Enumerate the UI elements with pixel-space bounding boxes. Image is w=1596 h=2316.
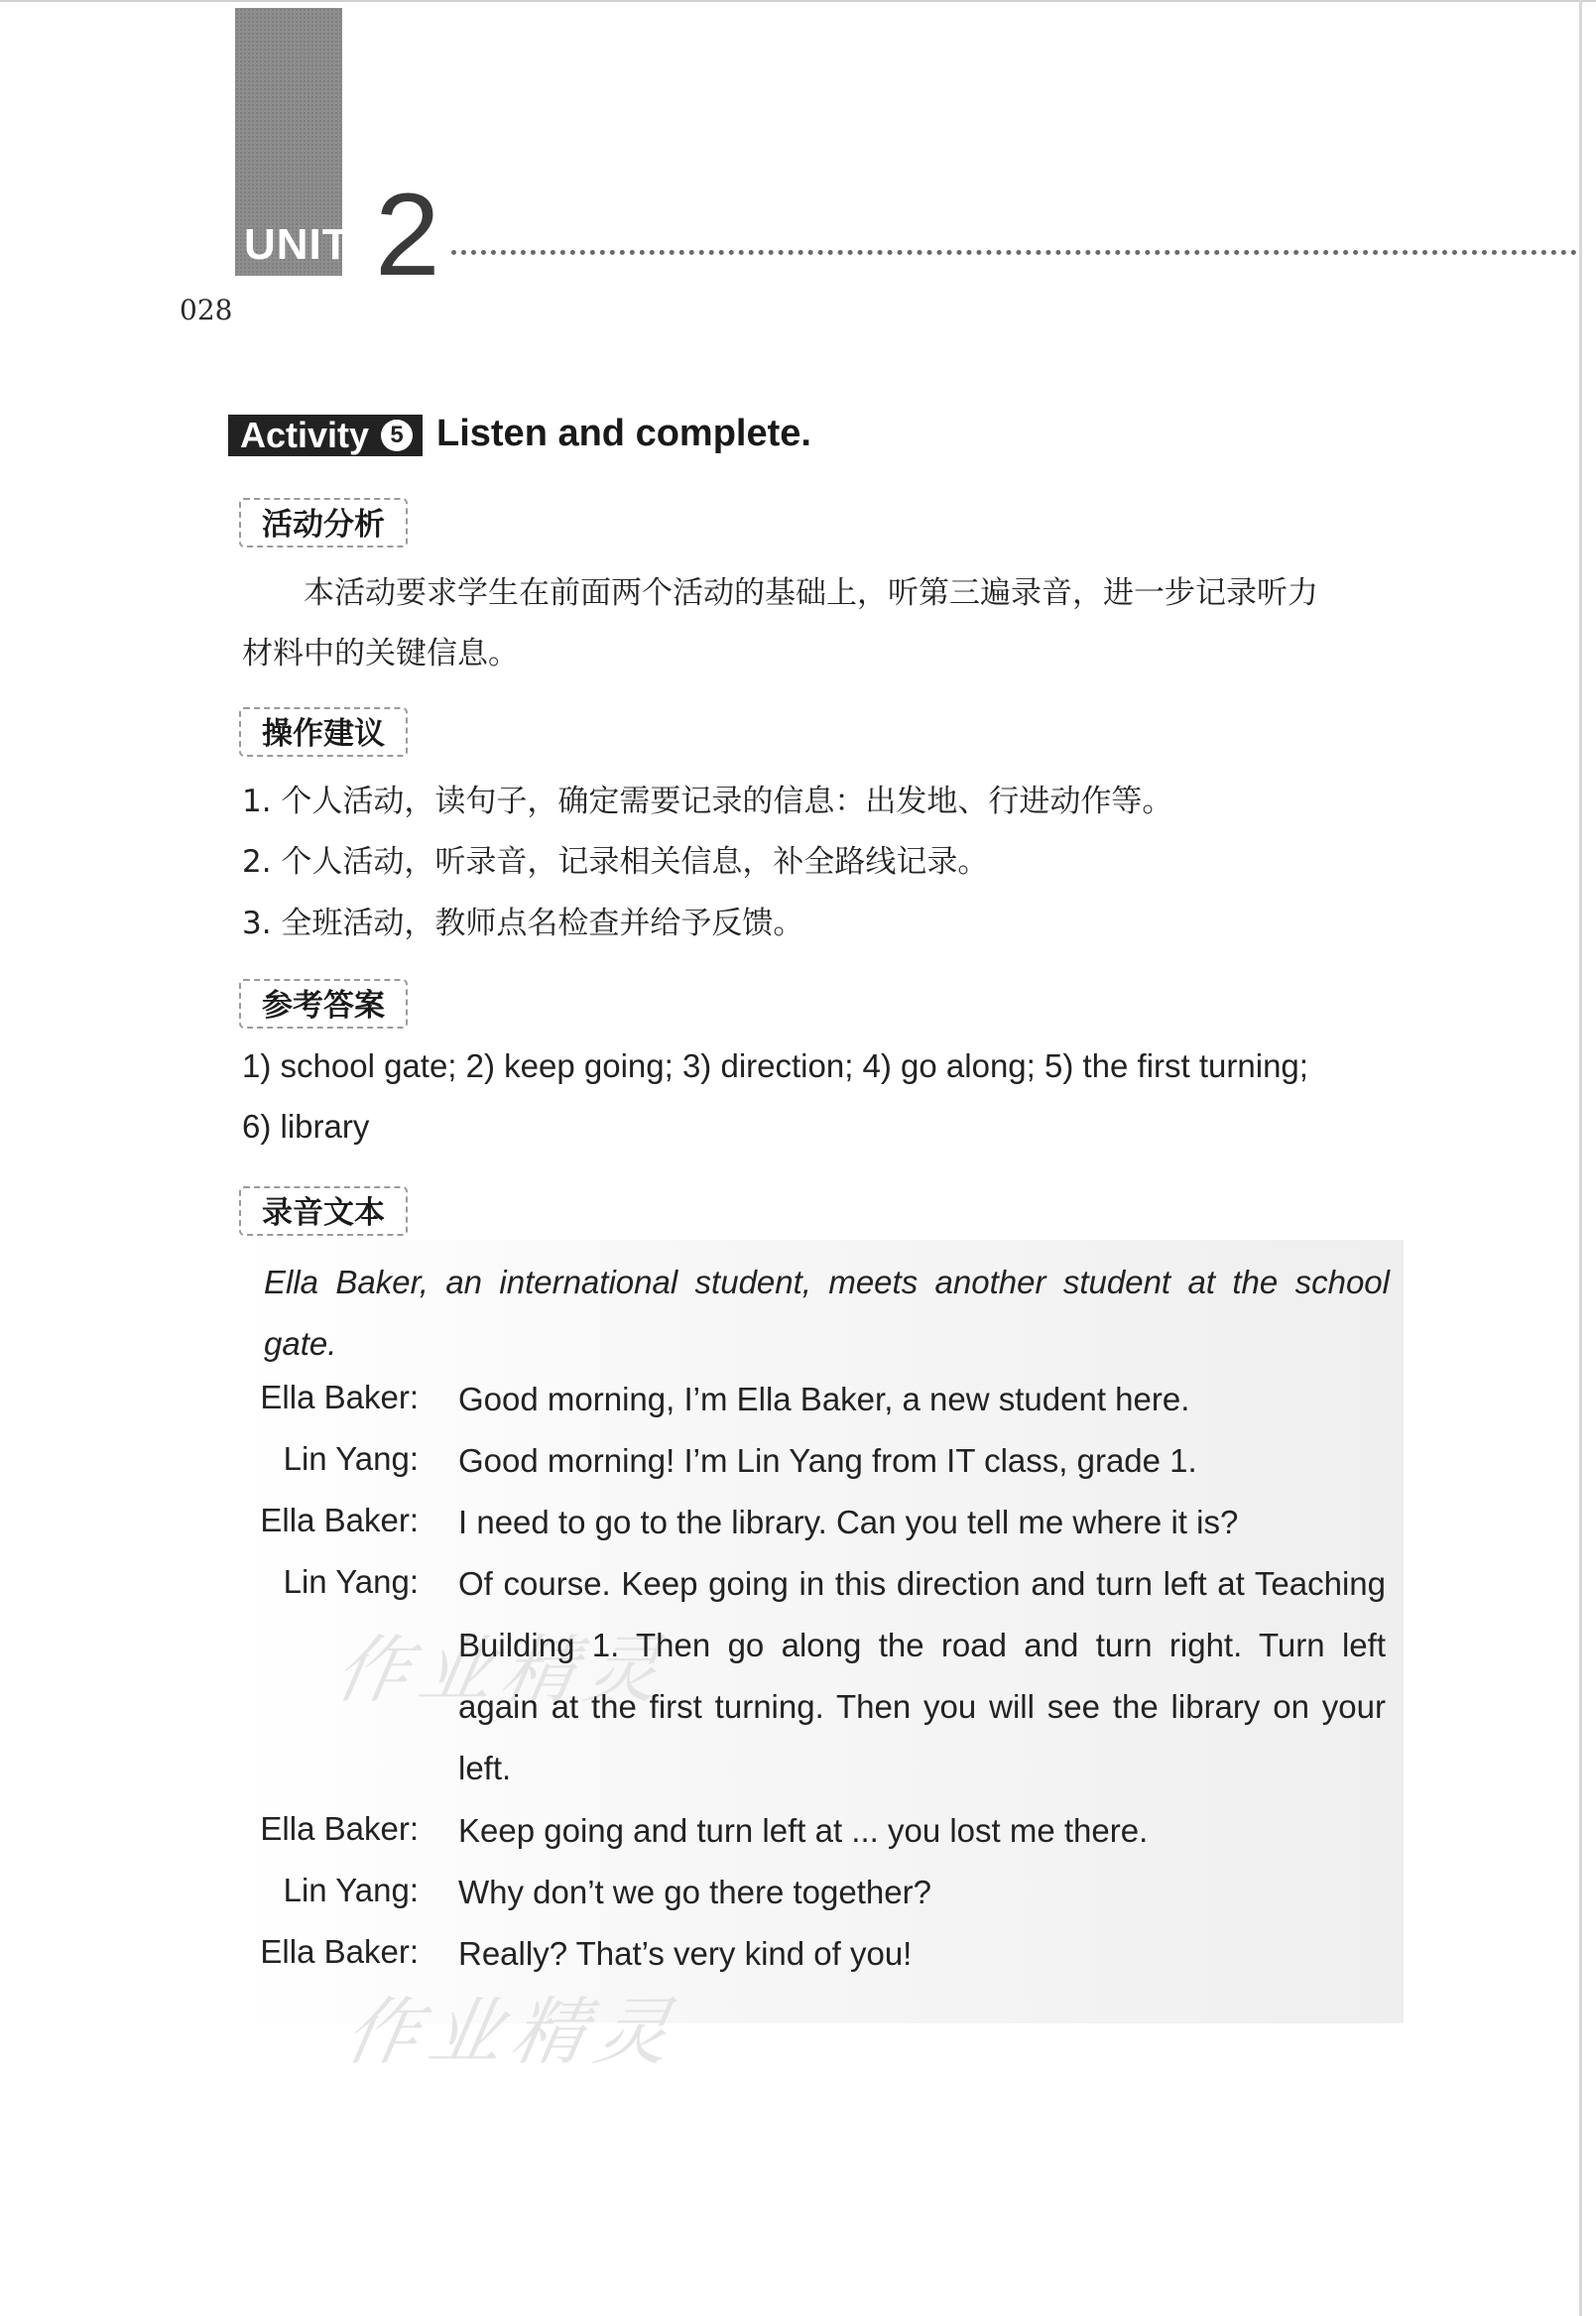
dialogue-speaker: Lin Yang: (283, 1440, 419, 1477)
page-top-border (0, 0, 1596, 2)
dialogue-line: Why don’t we go there together? (458, 1874, 931, 1910)
page-right-border (1579, 0, 1582, 2316)
suggestion-item: 1. 个人活动，读句子，确定需要记录的信息：出发地、行进动作等。 (242, 784, 1173, 819)
analysis-line: 材料中的关键信息。 (242, 636, 519, 671)
activity-title: Listen and complete. (436, 413, 811, 454)
dialogue-speaker: Ella Baker: (260, 1933, 419, 1970)
dialogue-line: Good morning! I’m Lin Yang from IT class, grade 1. (458, 1442, 1197, 1479)
dialogue-speaker: Ella Baker: (260, 1379, 419, 1415)
page-number: 028 (180, 294, 233, 326)
dialogue-speaker: Lin Yang: (283, 1872, 419, 1908)
unit-number: 2 (375, 170, 440, 301)
dialogue-line: Really? That’s very kind of you! (458, 1935, 913, 1972)
activity-badge-label: Activity (240, 415, 370, 455)
dialogue-line: I need to go to the library. Can you tell me where it is? (458, 1504, 1239, 1540)
transcript-intro: Ella Baker, an international student, meets another student at the school gate. (264, 1264, 1390, 1362)
suggestion-item: 3. 全班活动，教师点名检查并给予反馈。 (242, 906, 804, 941)
dialogue-speaker: Ella Baker: (260, 1810, 419, 1847)
header-dotted-rule (451, 250, 1577, 255)
unit-label: UNIT (244, 220, 350, 269)
section-label-suggestions: 操作建议 (239, 707, 408, 757)
dialogue-line: Good morning, I’m Ella Baker, a new student here. (458, 1381, 1190, 1417)
section-label-answers: 参考答案 (239, 979, 408, 1029)
suggestion-item: 2. 个人活动，听录音，记录相关信息，补全路线记录。 (242, 844, 989, 880)
activity-number-circle: 5 (381, 420, 413, 451)
section-label-analysis: 活动分析 (239, 498, 408, 548)
dialogue-speaker: Lin Yang: (283, 1563, 419, 1600)
dialogue-line: Keep going and turn left at ... you lost me there. (458, 1812, 1149, 1849)
dialogue-speaker: Ella Baker: (260, 1502, 419, 1538)
watermark: 作业精灵 (328, 1628, 677, 1713)
dialogue-line: Of course. Keep going in this direction and turn left at Teaching Building 1. Then go along the road and turn right. Turn left again at the first turning. Then you will see the library on your left. (458, 1565, 1386, 1786)
section-label-transcript: 录音文本 (239, 1186, 408, 1236)
answer-line: 1) school gate; 2) keep going; 3) direction; 4) go along; 5) the first turning; (242, 1047, 1308, 1084)
answer-line: 6) library (242, 1108, 370, 1145)
activity-badge (228, 415, 423, 456)
watermark: 作业精灵 (338, 1990, 687, 2075)
analysis-line: 本活动要求学生在前面两个活动的基础上，听第三遍录音，进一步记录听力 (304, 575, 1318, 611)
